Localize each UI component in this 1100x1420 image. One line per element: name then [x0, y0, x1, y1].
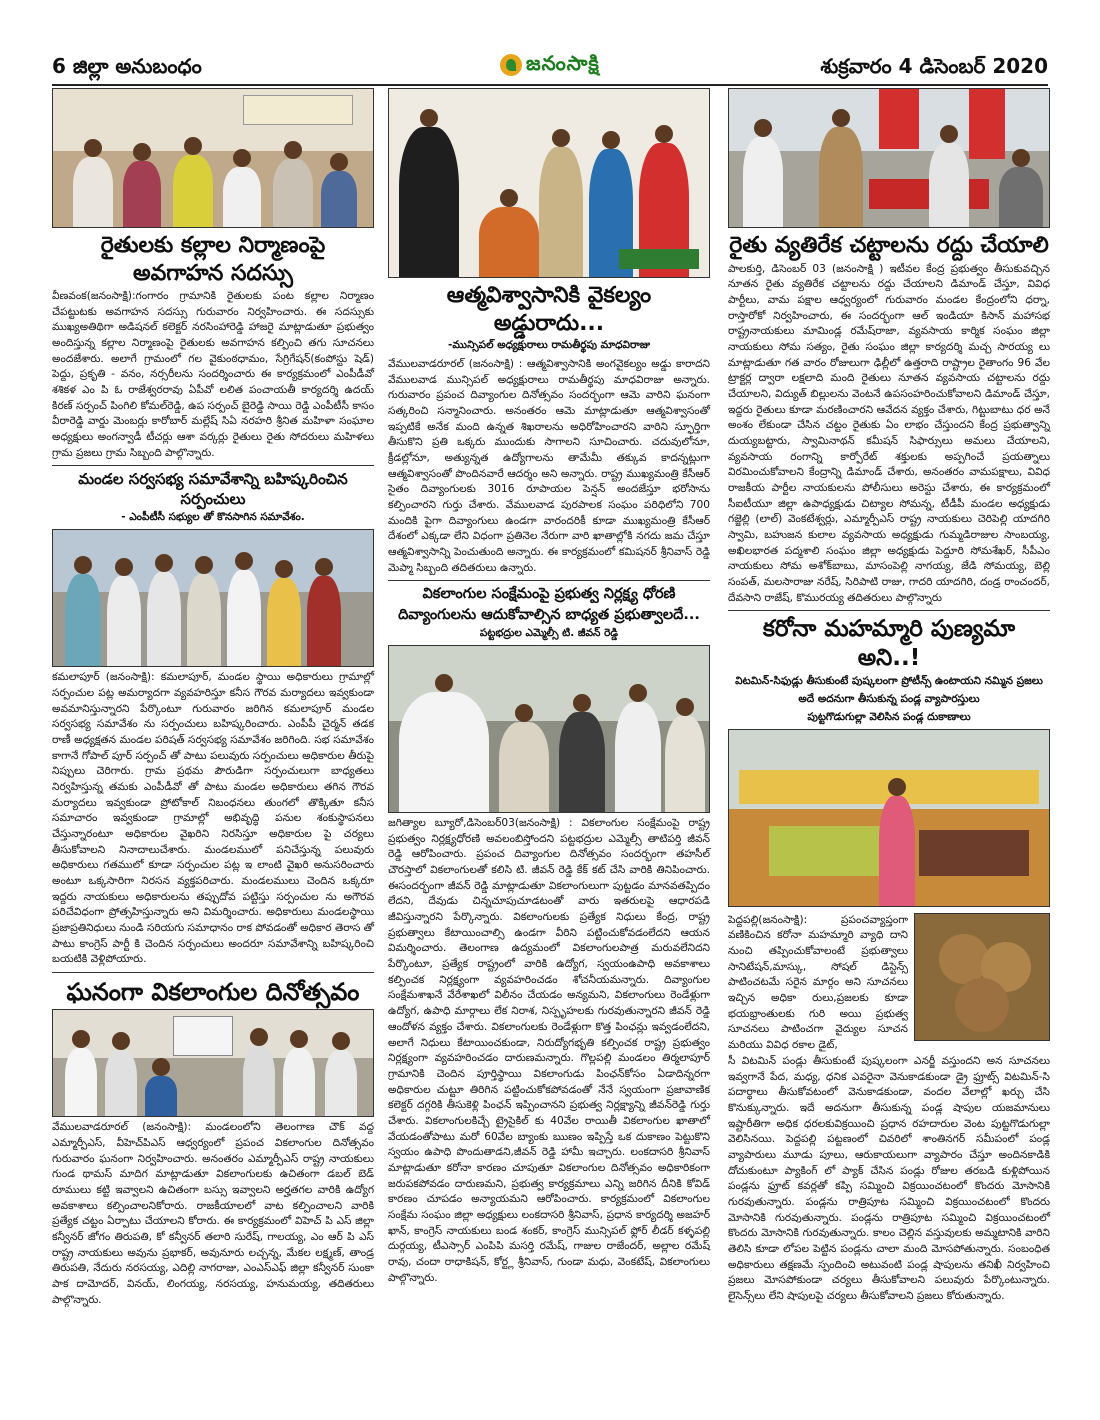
photo-fruit-stall [728, 729, 1050, 907]
divider [52, 465, 374, 466]
article-crop-drying-yard: వీణవంక(జనంసాక్షి):గంగారం గ్రామానికి రైతులకు పంట కల్లాల నిర్మాణం చేపట్టుటకు అవగాహన సదస్సు గురువారం నిర్వహించారు. ఈ సదస్సుకు ముఖ్యఅతిథిగా అడిషనల్ కలెక్టర్ నరసింహారెడ్డి హాజరై మాట్లాడుతూ ప్రభుత్వం అందిస్తున్న కల్లాల నిర్మాణంపై రైతులకు అవగాహన కల్పించి తగు సూచనలు అందజేశారు. అలాగే గ్రామంలో గల వైకుంఠధామం, సేగ్రిగేషన్(కంపోస్టు షెడ్) పెద్దు, ప్రకృతి - వనం, నర్సరీలను సందర్శించారు ఈ కార్యక్రమంలో ఎంపీడీవో శశికళ ఎం పి ఓ రాజేశ్వరరావు ఏపీవో లలిత పంచాయతీ కార్యదర్శి ఉదయ్ కిరణ్ సర్పంచ్ పింగిలి కోమల్‌రెడ్డి, ఉప సర్పంచ్ బైరెడ్డి సాయి రెడ్డి ఎంపీటీసీ కాసం వీరారెడ్డి వార్డు మెంబర్లు కారోబార్ మల్లేష్ సిఏ నరహరి శ్రీనిత మహిళా సంఘాల అధ్యక్షులు అంగన్వాడీ టీచర్లు ఆశా వర్కర్లు రైతులు రైతు సోదరులు మహిళలు గ్రామ ప్రజలు గ్రామ సిబ్బంది పాల్గొన్నారు. [52, 290, 374, 459]
masthead [500, 50, 600, 80]
page-header [52, 50, 1048, 86]
section-name: జిల్లా అనుబంధం [72, 54, 202, 78]
masthead-logo-icon [500, 54, 522, 76]
headline-repeal-farm-laws: రైతు వ్యతిరేక చట్టాలను రద్దు చేయాలి [729, 233, 1049, 258]
photo-disabled-day-event [52, 1009, 374, 1117]
dateline: శుక్రవారం 4 డిసెంబర్ 2020 [820, 54, 1048, 78]
photo-felicitation [388, 88, 710, 278]
article-confidence-not-disability: వేములవాడరూరల్ (జనంసాక్షి) : ఆత్మవిశ్వాసానికి అంగవైకల్యం అడ్డు కారాదని వేములవాడ మున్సిపల్ అధ్యక్షురాలు రామతీర్థపు మాధవిరాజు అన్నారు. గురువారం ప్రపంచ దివ్యాంగుల దినోత్సవం సందర్భంగా ఆమె వారిని ఘనంగా సత్కరించి సన్మానించారు. అనంతరం ఆమె మాట్లాడుతూ ఆత్మవిశ్వాసంతో ఇప్పటికే అనేక మంది ఉన్నత శిఖరాలను అధిరోహించారని వారిని స్ఫూర్తిగా తీసుకొని ప్రతి ఒక్కరు ముందుకు సాగాలని సూచించారు. చదువులోనూ, క్రీడల్లోనూ, అత్యున్నత ఉద్యోగాలను తామేమీ తక్కువ కాదన్నట్లుగా ఆత్మవిశ్వాసంతో పొందినవారే ఆదర్శం అని అన్నారు. రాష్ట్ర ముఖ్యమంత్రి కేసీఆర్ సైతం దివ్యాంగులకు 3016 రూపాయల పెన్షన్ అందజేస్తూ భరోసాను కల్పించారని గుర్తు చేశారు. వేములవాడ పురపాలక సంఘం పరిధిలోని 700 మందికి పైగా దివ్యాంగులు ఉండగా వారందరికీ కూడా ముఖ్యమంత్రి కేసీఆర్ దేశంలో ఎక్కడా లేని విధంగా ప్రతినెల నేరుగా వారి ఖాతాల్లోకి నగదు జమ చేస్తూ ఆత్మవిశ్వాసాన్ని పెంచుతుంది అన్నారు. ఈ కార్యక్రమంలో కమిషనర్ శ్రీనివాస్ రెడ్డి మెప్మా సిబ్బంది తదితరులు ఉన్నారు. [388, 358, 710, 574]
headline-confidence-not-disability: ఆత్మవిశ్వాసానికి వైకల్యం అడ్డురాదు... [446, 283, 652, 336]
subhead-fruit-traders: అదే అదనుగా తీసుకున్న పండ్ల వ్యాపారస్తులు [798, 692, 980, 705]
divider [728, 610, 1050, 611]
photo-meeting-farmers [52, 88, 374, 228]
page-section-label [52, 54, 202, 83]
subhead-fruit-shops-mushroomed: పుట్టగొడుగుల్లా వెలిసిన పండ్ల దుకాణాలు [807, 710, 971, 723]
column-right [728, 88, 1050, 1305]
headline-sarpanch-boycott: మండల సర్వసభ్య సమావేశాన్ని బహిష్కరించిన సర్పంచులు [78, 470, 348, 508]
fruit-article-row [728, 913, 1050, 1054]
headline-govt-negligence: వికలాంగుల సంక్షేమంపై ప్రభుత్వ నిర్లక్ష్య ధోరణి [422, 586, 676, 603]
headline-disabled-day-celebration: ఘనంగా వికలాంగుల దినోత్సవం [66, 978, 360, 1007]
photo-farmers-protest [728, 88, 1050, 228]
byline-confidence-not-disability: -మున్సిపల్ అధ్యక్షురాలు రామతీర్థపు మాధవిరాజు [447, 339, 651, 351]
column-left [52, 88, 374, 1308]
article-sarpanch-boycott: కమలాపూర్ (జనంసాక్షి): కమలాపూర్, మండల స్థాయి అధికారులు గ్రామాల్లో సర్పంచుల పట్ల అమర్యాదగా వ్యవహరిస్తూ కనీస గౌరవ మర్యాదలు ఇవ్వకుండా అవమానిస్తున్నారని పేర్కొంటూ గురువారం జరిగిన కమలాపూర్ మండల సర్వసభ్య సమావేశం ను సర్పంచులు బహిష్కరించారు. ఎంపీపీ చైర్మన్ తడక రాణీ అధ్యక్షతన మండల పరిషత్ సర్వసభ్య సమావేశం జరిగింది. సభ సమావేశం కాగానే గోపాల్ పూర్ సర్పంచ్ తో పాటు పలువురు సర్పంచులు అధికారుల తీరుపై నిప్పులు చెరిగారు. గ్రామ ప్రథమ పౌరుడిగా సర్పంచులుగా బాధ్యతలు నిర్వహిస్తున్న తమకు ఎంపీడీవో తో పాటు మండల అధికారులు తగిన గౌరవ మర్యాదలు ఇవ్వకుండా ప్రోటోకాల్ నిబంధనలు తుంగలో తొక్కితూ కనీస సమాచారం ఇవ్వకుండా గ్రామాల్లో అభివృద్ధి పనుల శంకుస్థాపనలు చేస్తున్నారంటూ అధికారుల వైఖరిని నిరసిస్తూ అధికారుల పై చర్యలు తీసుకోవాలని నినాదాలుచేశారు. మండలములో పనిచేస్తున్న పలువురు అధికారులు గతములో కూడా సర్పంచుల పట్ల ఇ లాంటి వైఖరి అనుసరించారు అంటూ ఒక్కసారిగా నిరసన వ్యక్తపరిచారు. మండలములు చెందిన ఒక్కరూ ఇద్దరు నాయకులు అధికారులను తప్పుదోవ పట్టిస్తు సర్పంచుల ను అగౌరవ పరిచేవిధంగా ప్రోత్సహిస్తున్నారు అని విమర్శించారు. అధికారులు మండలస్థాయి ప్రజాప్రతినిధులు నుండి సరియగు సమాధానం రాక పోవడంతో అధికార తెరాస తో పాటు కాంగ్రెస్ పార్టీ కి చెందిన సర్పంచులు అందరూ సమావేశాన్ని బహిష్కరించి బయటికి వెళ్లిపోయారు. [52, 671, 374, 966]
photo-kiwi-fruit [914, 913, 1050, 1041]
headline-corona-fruit-shops: కరోనా మహమ్మారి పుణ్యమా అని..! [762, 616, 1016, 672]
page-number: 6 [52, 54, 66, 78]
article-govt-negligence: జగిత్యాల బ్యూరో,డిసెంబర్03(జనంసాక్షి) : వికలాంగుల సంక్షేమంపై రాష్ట్ర ప్రభుత్వం నిర్లక్ష్యధోరణి అవలంబిస్తోందని పట్టభద్రుల ఎమ్మెల్సీ తాటిపర్తి జీవన్ రెడ్డి ఆరోపించారు. ప్రపంచ దివ్యాంగుల దినోత్సవం సందర్భంగా తహసీల్ చౌరస్తాలో వికలాంగులతో కలిసి టి. జీవన్ రెడ్డి కేక్ కట్ చేసి వారికి తినిపించారు. ఈసందర్భంగా జీవన్ రెడ్డి మాట్లాడుతూ వికలాంగులుగా పుట్టడం మానవతప్పిదం లేదని, దేవుడు చిన్నచూపుచూడటంతో వారు ఇతరులపై ఆధారపడి జీవిస్తున్నారని పేర్కొన్నారు. వికలాంగులకు ప్రత్యేక నిధులు కేంద్ర, రాష్ట్ర ప్రభుత్వాలు కేటాయించాల్సి ఉండగా వీరిని పట్టించుకోవడంలేదని ఆయన విమర్శించారు. తెలంగాణ ఉద్యమంలో వికలాంగులపాత్ర మరువలేనిదని పేర్కొంటూ, ప్రత్యేక రాష్ట్రంలో వారికి ఉద్యోగ, స్వయంఉపాధి అవకాశాలు కల్పించక నిర్లక్ష్యంగా వ్యవహరించడం శోచనీయమన్నారు. దివ్యాంగుల సంక్షేమశాఖనే వేరేశాఖలో విలీనం చేయడం అన్యమని, వికలాంగులు రెండేళ్లుగా ఉద్యోగ, ఉపాధి మార్గాలు లేక నిరాశ, నిస్పృహలకు గురవుతున్నారని జీవన్ రెడ్డి ఆందోళన వ్యక్తం చేశారు. వికలాంగులకు రెండేళ్లుగా కొత్త పింఛన్లు ఇవ్వడంలేదని, అలాగే నిధులు కేటాయించకుండా, నిరుద్యోగభృతి కల్పించక రాష్ట్ర ప్రభుత్వం నిర్లక్ష్యంగా వ్యవహరించడం దారుణమన్నారు. గొల్లపల్లి మండలం తిర్మలాపూర్ గ్రామానికి చెందిన పూర్తిస్థాయి వికలాంగుడు పింఛన్‌కోసం ఏడాదిన్నరగా అధికారుల చుట్టూ తిరిగిన పట్టించుకోకపోవడంతో నేనే స్వయంగా ప్రజావాణిక కలెక్టర్ దగ్గరికి తీసుకెళ్లి పింఛన్ ఇప్పించానని ప్రభుత్వ నిర్లక్ష్యాన్ని జీవన్‌రెడ్డి గుర్తు చేశారు. వికలాంగులకిచ్చే ట్రైసైకిల్ కు 40వేల రాయితీ వికలాంగుల ఖాతాలో వేయడంతోపాటు మరో 60వేల బ్యాంకు ఋణం ఇప్పిస్తే ఒక దుకాణం పెట్టుకొని స్వయం ఉపాధి పొందుతాడని,జీవన్ రెడ్డి హామీ ఇచ్చారు. లంకదాసరి శ్రీనివాస్ మాట్లాడుతూ కరోనా కారణం చూపుతూ వికలాంగుల దినోత్సవం అధికారికంగా జరుపకపోవడం దారుణమని, ప్రభుత్వ కార్యక్రమాలు ఎన్ని జరిగిన దీనికి కోవిడ్ కారణం చూపడం అన్యాయమని ఆరోపించారు. కార్యక్రమంలో వికలాంగుల సంక్షేమ సంఘం జిల్లా అధ్యక్షులు లంకదాసరి శ్రీనివాస్, ప్రధాన కార్యదర్శి అజహర్ ఖాన్, కాంగ్రెస్ నాయకులు బండ శంకర్, కాంగ్రెస్ మున్సిపల్ ఫ్లోర్ లీడర్ కళ్ళపల్లి దుర్గయ్య, టీఎస్సార్ ఎంపిపి మసర్తి రమేష్, గాజుల రాజేందర్, అల్లాల రమేష్ రావు, చందా రాధాకిషన్, కోర్ట్ల శ్రీనివాస్, గుండా మధు, వెంకటేష్, వికలాంగులు పాల్గొన్నారు. [388, 817, 710, 1284]
headline-crop-drying-yard: రైతులకు కల్లాల నిర్మాణంపై అవగాహన సదస్సు [100, 233, 326, 286]
article-disabled-day-celebration: వేములవాడరూరల్ (జనంసాక్షి): మండలంలోని తెలంగాణ చౌక్ వద్ద ఎమ్మార్పీఎస్, వీహెచ్‌పిఎస్ ఆధ్వర్యంలో ప్రపంచ వికలాంగుల దినోత్సవం గురువారం ఘనంగా నిర్వహించారు. అనంతరం ఎమ్మార్పీఎస్ రాష్ట్ర నాయకులు గుండ థామస్ మాదిగ మాట్లాడుతూ వికలాంగులకు ఉచితంగా డబల్ బెడ్ రూములు కట్టి ఇవ్వాలని ఉచితంగా బస్సు ఇవ్వాలని అర్హతగల వారికి ఉద్యోగ అవకాశాలు కల్పించాలనికోరారు. రాజకీయాలలో వాట కల్పించాలని వారికి ప్రత్యేక చట్టం ఏర్పాటు చేయాలని కోరారు. ఈ కార్యక్రమంలో విహెచ్ పి ఎస్ జిల్లా కన్వీనర్ జోగం తిరుపతి, కో కన్వీనర్ తలారి సురేష్, గాలయ్య, ఎం ఆర్ పి ఎస్ రాష్ట్ర నాయకులు అవును ప్రభాకర్, అవునూరు లచ్చన్న, మేకల లక్ష్మణ్, తాండ్ర తిరుపతి, నేదురు నరసయ్య, ఎదిల్లి నాగరాజు, ఎంఎస్ఎఫ్ జిల్లా కన్వీనర్ సుంకా పాక దామోదర్, వినయ్, లింగయ్య, నరసయ్య, హనుమయ్య, తదితరులు పాల్గొన్నారు. [52, 1121, 374, 1306]
divider [52, 972, 374, 973]
byline-govt-negligence: పట్టభద్రుల ఎమ్మెల్సీ టి. జీవన్ రెడ్డి [479, 627, 619, 640]
photo-sarpanch-group [52, 529, 374, 667]
headline-govt-responsibility: దివ్యాంగులను ఆదుకోవాల్సిన బాధ్యత ప్రభుత్వాలదే... [398, 607, 700, 624]
masthead-title: జనంసాక్షి [526, 50, 600, 75]
byline-sarpanch-boycott: - ఎంపీటీసీ సభ్యుల తో కొనసాగిన సమావేశం. [121, 511, 305, 524]
subhead-vitamin-c: విటమిన్-సిఫుడ్లు తీసుకుంటే పుష్కలంగా ప్రోటీన్స్ ఉంటాయని నమ్మిన ప్రజలు [735, 674, 1043, 687]
article-corona-fruit-shops-lead: పెద్దపల్లి(జనంసాక్షి): ప్రపంచవ్యాప్తంగా వణికించిన కరోనా మహమ్మారి వ్యాధి దాని నుంచి తప్పించుకోవాలంటే ప్రభుత్వాలు సానిటేషన్,మాస్కు, సోషల్ డిస్టెన్స్ పాటించటమే సరైన మార్గం అని సూచనలు ఇచ్చిన అధికా రులు,ప్రజలకు కూడా భయభ్రాంతులకు గురి అయి ప్రభుత్వ సూచనలు పాటించగా వైద్యుల సూచన మరియు వివిధ రకాల డైట్, [728, 913, 908, 1052]
article-corona-fruit-shops: సీ విటమిన్ పండ్లు తీసుకుంటే పుష్కలంగా ఎనర్జీ వస్తుందని అన సూచనలు ఇవ్వగానే పేద, మధ్య, ధనిక ఎవరైనా వెనుకాడకుండా డ్రై ఫ్రూట్స్ విటమిన్-సి పదార్థాలు తీసుకోవటంలో వెనుకాడకుండా, వందల వేలాల్లో ఖర్చు చేసి కొనుక్కున్నారు. ఇదే అదనుగా తీసుకున్న పండ్ల షాపుల యజమానులు ఇష్టారీతిగా అధిక ధరలకువిక్రయించి ప్రధాన రహదారుల వెంట పుట్టగొడుగుల్లా వెలిసినయి. పెద్దపల్లి పట్టణంలో చివరిలో శాంతినగర్ సమీపంలో పండ్ల వ్యాపారులు మూడు పూలు, ఆరుకాయలుగా వ్యాపారం చేస్తూ అందినకాడికి దోచుకుంటూ ప్యాకింగ్ లో ప్యాక్ చేసిన పండ్లు రోజుల తరబడి కుళ్లిపోయిన పండ్లను ఫ్రూట్ కవర్లతో కప్పి సమ్మించి విక్రయించటంలో కొందరు మోసానికి గురవుతున్నారు. పండ్లను రాత్రిపూట సమ్మించి విక్రయించటంలో కొందరు మోసానికి గురవుతున్నారు. పండ్లను రాత్రిపూట సమ్మించి విక్రయించటంలో కొందరు మోసానికి గురవుతున్నారు. కాలం చెల్లిన వస్తువులకు అమ్మటానికి వారిని తెలిసి కూడా లోపల పెట్టిన పండ్లను చాలా మంది మోసపోతున్నారు. సంబంధిత అధికారులు తక్షణమే స్పందించి అటువంటి పండ్ల షాపులను తనిఖీ నిర్వహించి ప్రజలు మోసపోకుండా చర్యలు తీసుకోవాలని పలువురు పేర్కొంటున్నారు. లైసెన్స్‌లు లేని షాపులపై చర్యలు తీసుకోవాలని ప్రజలు కోరుతున్నారు. [728, 1054, 1050, 1302]
photo-mlc-with-disabled [388, 645, 710, 813]
divider [388, 580, 710, 581]
column-middle [388, 88, 710, 1286]
article-repeal-farm-laws: పాలకుర్తి, డిసెంబర్ 03 (జనంసాక్షి ) ఇటీవల కేంద్ర ప్రభుత్వం తీసుకువచ్చిన నూతన రైతు వ్యతిరేక చట్టాలను రద్దు చేయాలని డిమాండ్ చేస్తూ, వివిధ పార్టీలు, వామ పక్షాల ఆధ్వర్యంలో గురువారం మండల కేంద్రంలోని ధర్నా, రాస్తారోకో నిర్వహించారు, ఈ సందర్భంగా ఆల్ ఇండియా కిసాన్ మహాసభ రాష్ట్రనాయకులు మామిండ్ల రమేష్‌రాజా, వ్యవసాయ కార్మిక సంఘం జిల్లా నాయకులు సోమ సత్యం, రైతు సంఘం జిల్లా కార్యదర్శి మచ్చ సారయ్య లు మాట్లాడుతూ గత వారం రోజులుగా ఢిల్లీలో ఉత్తరాది రాష్ట్రాల రైతాంగం 96 వేల ట్రాక్టర్ల ద్వారా లక్షలాది మంది రైతులు నూతన వ్యవసాయ చట్టాలను రద్దు చేయాలని, విద్యుత్ బిల్లులను వెంటనే ఉపసంహరించుకోవాలని డిమాండ్ చేస్తూ, ఇద్దరు రైతులు కూడా మరణించారని ఆవేదన వ్యక్తం చేశారు, గిట్టుబాటు ధర అనే అంశం లేకుండా చేసిన చట్టం రైతుకు ఏం లాభం చేస్తుందని కేంద్ర ప్రభుత్వాన్ని దుయ్యబట్టారు, స్వామినాథన్ కమీషన్ సిఫార్సులు అమలు చేయాలని, వ్యవసాయ రంగాన్ని కార్పోరేట్ శక్తులకు అప్పగించే ప్రయత్నాలు విరమించుకోవాలని కేంద్రాన్ని డిమాండ్ చేశారు, అనంతరం వామపక్షాలు, వివిధ రాజకీయ పార్టీల నాయకులను పోలీసులు అరెస్టు చేశారు, ఈ కార్యక్రమంలో సీఐటీయూ జిల్లా ఉపాధ్యక్షుడు చిట్యాల సోమన్న, టీడీపీ మండల అధ్యక్షుడు గజ్జెల్లి (లాల్) వెంకటేశ్వర్లు, ఎమ్మార్పీఎస్ రాష్ట్ర నాయకులు చెరిపెల్లి యాదగిరి స్వామి, బహుజన కులాల వ్యవసాయ అధ్యక్షుడు గుమ్మడిరాజుల సాంబయ్య, అఖిలభారత పద్మశాలి సంఘం జిల్లా అధ్యక్షుడు పెద్దూరి సోమశేఖర్, సీపీఎం నాయకులు సోమ అశోక్‌బాబు, మాసంపెల్లి నాగయ్య, జేడి సోమయ్య, బెల్లి సంపత్, మలసారాజు నరేష్, సిరిపాటి రాజు, గాదరి యాదగిరి, దండ్ర రాంచందర్, దేవసాని రాజేష్, కొమురయ్య తదితరులు పాల్గొన్నారు [728, 262, 1050, 604]
